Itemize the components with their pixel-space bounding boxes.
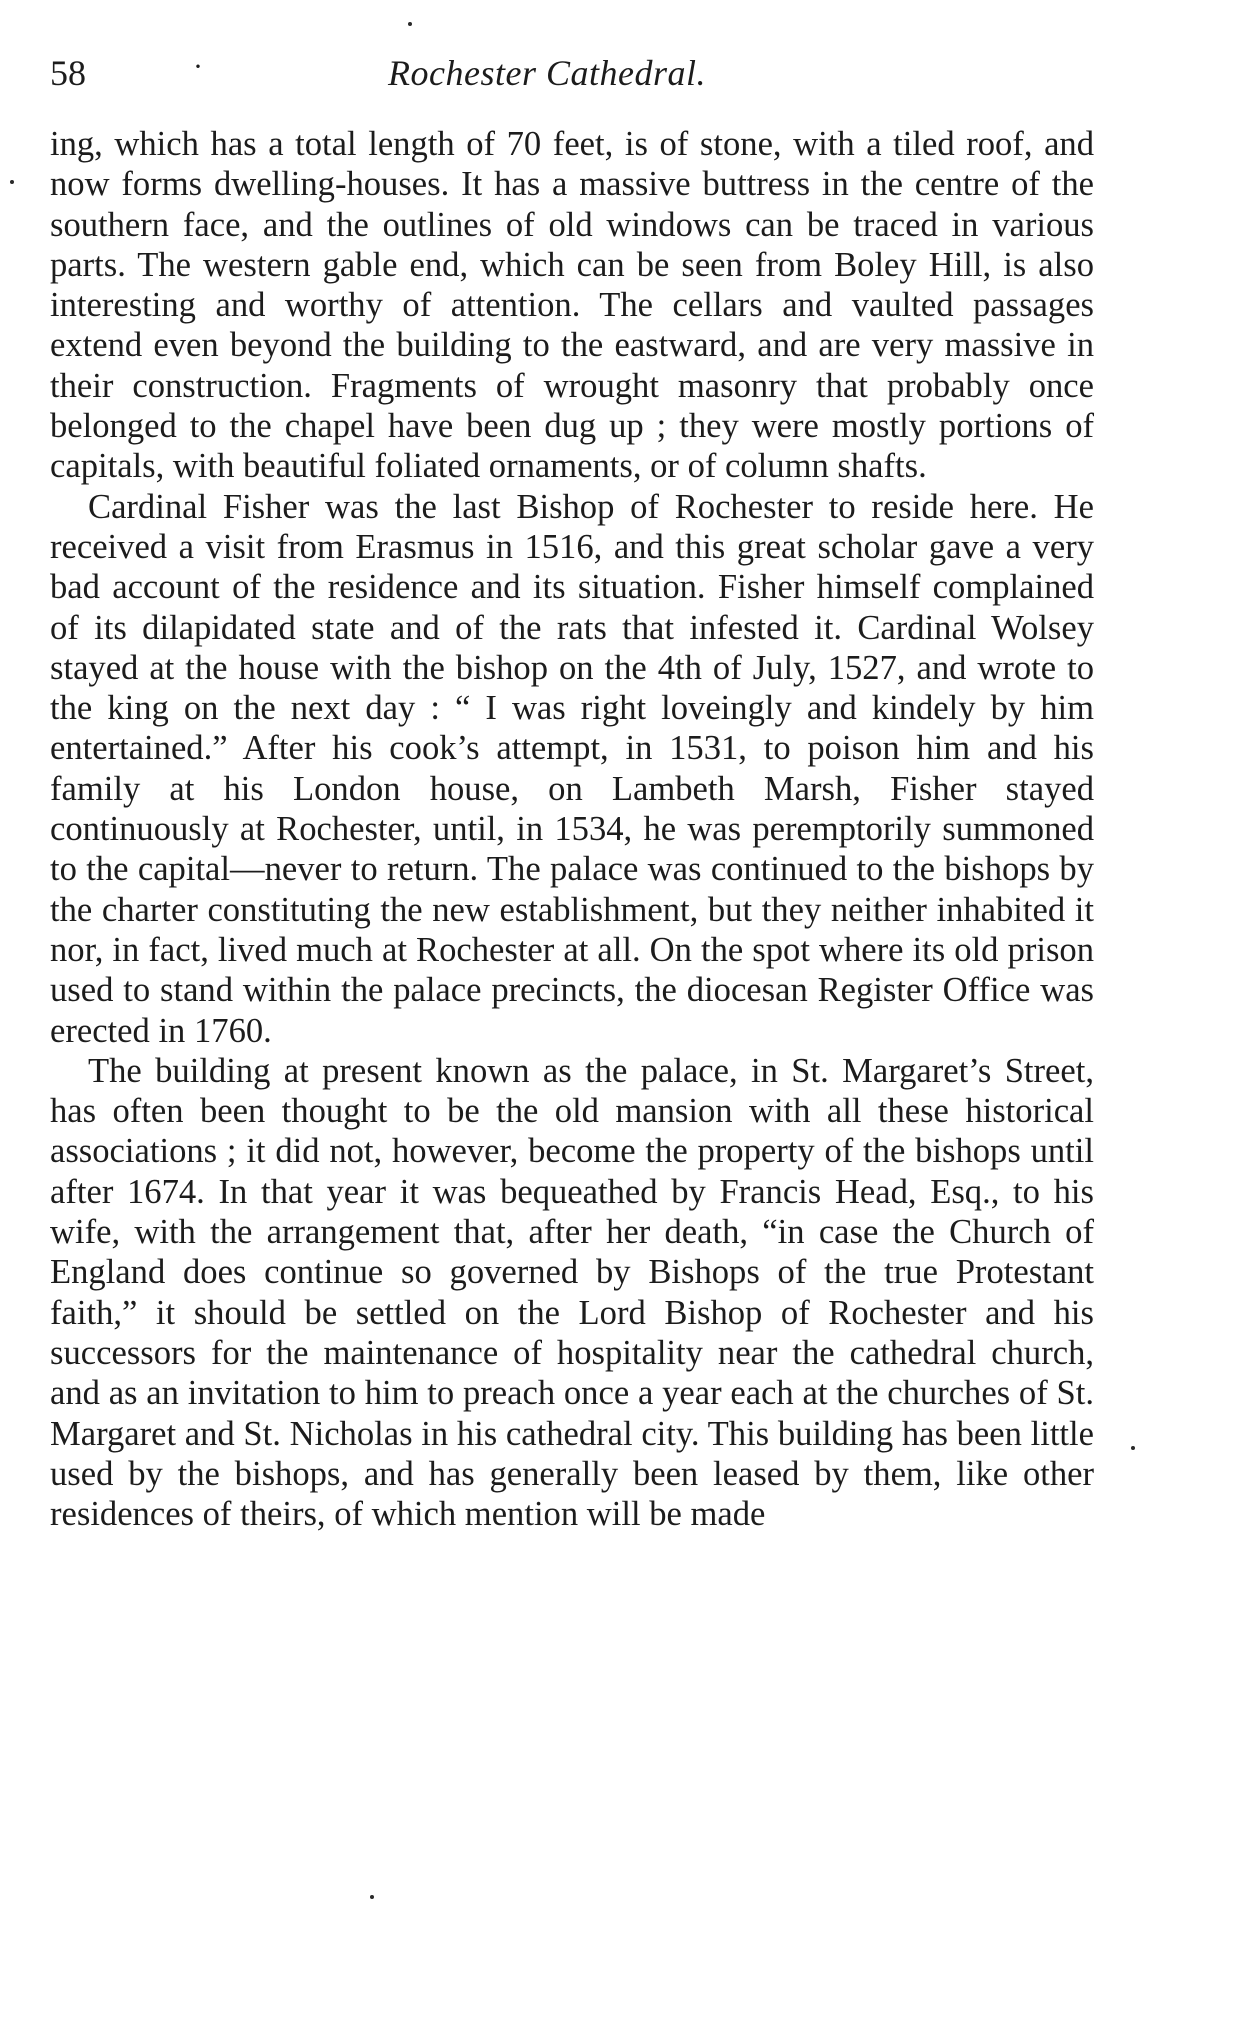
print-speck	[1131, 1446, 1135, 1450]
page-number: 58	[50, 53, 86, 93]
page-header	[50, 48, 1095, 98]
print-speck	[408, 22, 412, 26]
paragraph-present-palace: The building at present known as the palace, in St. Margaret’s Street, has often been thought to be the old mansion with all these historical associations ; it did not, however, become the property of the bishops until after 1674. In that year it was bequeathed by Francis Head, Esq., to his wife, with the arrangement that, after her death, “in case the Church of England does continue so governed by Bishops of the true Protestant faith,” it should be settled on the Lord Bishop of Rochester and his successors for the maintenance of hospitality near the cathedral church, and as an invitation to him to preach once a year each at the churches of St. Margaret and St. Nicholas in his cathedral city. This building has been little used by the bishops, and has generally been leased by them, like other residences of theirs, of which mention will be made	[50, 1051, 1094, 1534]
print-speck	[370, 1895, 374, 1899]
paragraph-continued: ing, which has a total length of 70 feet, is of stone, with a tiled roof, and now forms dwelling-houses. It has a massive buttress in the centre of the southern face, and the outlines of old windows can be traced in various parts. The western gable end, which can be seen from Boley Hill, is also interesting and worthy of attention. The cellars and vaulted passages extend even beyond the building to the eastward, and are very massive in their construction. Fragments of wrought masonry that probably once belonged to the chapel have been dug up ; they were mostly portions of capitals, with beautiful foliated ornaments, or of column shafts.	[50, 125, 1094, 486]
print-speck	[10, 180, 14, 184]
paragraph-cardinal-fisher: Cardinal Fisher was the last Bishop of Rochester to reside here. He received a visit from Erasmus in 1516, and this great scholar gave a very bad account of the residence and its situation. Fisher himself complained of its dilapidated state and of the rats that infested it. Cardinal Wolsey stayed at the house with the bishop on the 4th of July, 1527, and wrote to the king on the next day : “ I was right loveingly and kindely by him entertained.” After his cook’s attempt, in 1531, to poison him and his family at his London house, on Lambeth Marsh, Fisher stayed continuously at Rochester, until, in 1534, he was peremptorily summoned to the capital—never to return. The palace was continued to the bishops by the charter constituting the new establishment, but they neither inhabited it nor, in fact, lived much at Rochester at all. On the spot where its old prison used to stand within the palace precincts, the diocesan Register Office was erected in 1760.	[50, 487, 1094, 1050]
header-separator: ·	[193, 50, 203, 83]
running-title: Rochester Cathedral.	[388, 53, 706, 93]
body-text	[50, 124, 1094, 1534]
